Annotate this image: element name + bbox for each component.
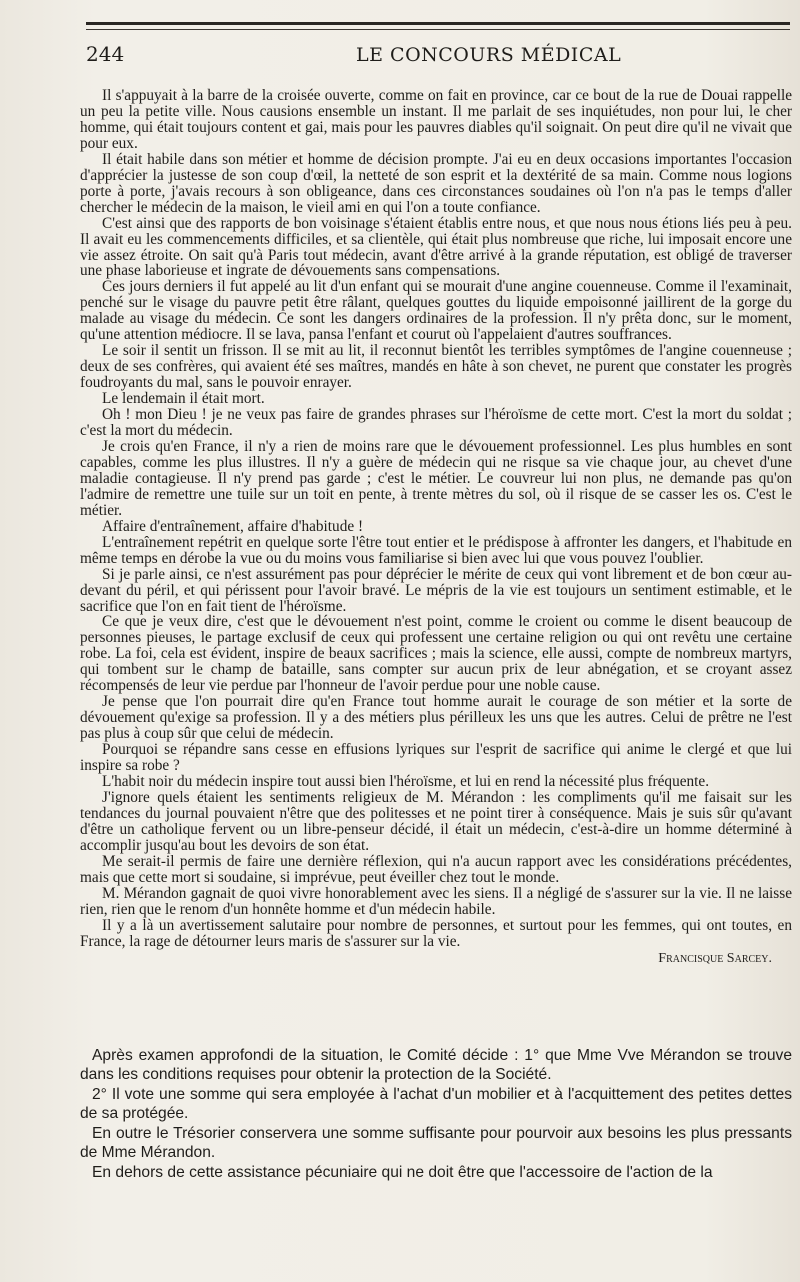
- article-paragraph: Pourquoi se répandre sans cesse en effusions lyriques sur l'esprit de sacrifice qui anime le clergé et que lui inspire sa robe ?: [80, 741, 792, 775]
- page-number: 244: [86, 42, 125, 66]
- article-paragraph: Ce que je veux dire, c'est que le dévouement n'est point, comme le croient ou comme le disent beaucoup de personnes pieuses, le partage exclusif de ceux qui professent une certaine religion ou qui ont revêtu une certaine robe. La foi, cela est évident, inspire de beaux sacrifices ; mais la science, elle aussi, compte de nombreux martyrs, qui tombent sur le champ de bataille, sans compter sur aucun prix de leur abnégation, et se croyant assez récompensés de leur vie perdue par l'honneur de l'avoir perdue pour une noble cause.: [80, 613, 792, 695]
- article-paragraph: Je pense que l'on pourrait dire qu'en France tout homme aurait le courage de son métier et la sorte de dévouement qu'exige sa profession. Il y a des métiers plus périlleux les uns que les autres. Celui de prêtre ne l'est pas plus à coup sûr que celui de médecin.: [80, 693, 792, 743]
- article-paragraph: Il s'appuyait à la barre de la croisée ouverte, comme on fait en province, car ce bout de la rue de Douai rappelle un peu la petite ville. Nous causions ensemble un instant. Il me parlait de ses inquiétudes, non pour lui, le cher homme, qui était toujours content et gai, mais pour les pauvres diables qu'il soignait. On peut dire qu'il ne vivait que pour eux.: [80, 87, 792, 152]
- author-signature: Francisque Sarcey.: [658, 951, 772, 967]
- article-paragraph: Me serait-il permis de faire une dernière réflexion, qui n'a aucun rapport avec les considérations précédentes, mais que cette mort si soudaine, si imprévue, peut éveiller chez tout le monde.: [80, 852, 792, 886]
- article-paragraph: Le lendemain il était mort.: [102, 390, 265, 408]
- journal-title: LE CONCOURS MÉDICAL: [356, 44, 622, 66]
- article-body: [80, 88, 792, 967]
- article-paragraph: Il était habile dans son métier et homme de décision prompte. J'ai eu en deux occasions importantes l'occasion d'apprécier la justesse de son coup d'œil, la netteté de son esprit et la dextérité de sa main. Comme nous logions porte à porte, j'avais recours à son obligeance, dans ces circonstances soudaines où l'on n'a pas le temps d'aller chercher le médecin de la maison, le vieil ami en qui l'on a toute confiance.: [80, 150, 792, 216]
- header-rule-thin: [86, 29, 790, 30]
- decision-paragraph: Après examen approfondi de la situation, le Comité décide : 1° que Mme Vve Mérandon se trouve dans les conditions requises pour obtenir la protection de la Société.: [80, 1047, 792, 1083]
- article-paragraph: Il y a là un avertissement salutaire pour nombre de personnes, et surtout pour les femmes, qui ont toutes, en France, la rage de détourner leurs maris de s'assurer sur la vie.: [80, 916, 792, 950]
- article-paragraph: Ces jours derniers il fut appelé au lit d'un enfant qui se mourait d'une angine couenneuse. Comme il l'examinait, penché sur le visage du pauvre petit être râlant, quelques gouttes du liquide empoisonné jaillirent de la gorge du malade au visage du médecin. Ce sont les dangers ordinaires de la profession. Il n'y prêta donc, sur le moment, qu'une attention médiocre. Il se lava, pansa l'enfant et courut où l'appelaient d'autres souffrances.: [80, 278, 792, 344]
- page-header: [86, 42, 790, 72]
- header-rule: [86, 22, 790, 25]
- article-paragraph: M. Mérandon gagnait de quoi vivre honorablement avec les siens. Il a négligé de s'assurer sur la vie. Il ne laisse rien, rien que le renom d'un honnête homme et d'un médecin habile.: [80, 884, 792, 918]
- article-paragraph: C'est ainsi que des rapports de bon voisinage s'étaient établis entre nous, et que nous nous étions liés peu à peu. Il avait eu les commencements difficiles, et sa clientèle, qui était plus nombreuse que riche, lui imposait encore une vie assez étroite. On sait qu'à Paris tout médecin, avant d'être arrivé à la grande réputation, est obligé de traverser une phase laborieuse et ingrate de dévouements sans compensations.: [80, 214, 792, 280]
- decision-paragraph: En outre le Trésorier conservera une somme suffisante pour pourvoir aux besoins les plus pressants de Mme Mérandon.: [80, 1125, 792, 1161]
- article-paragraph: J'ignore quels étaient les sentiments religieux de M. Mérandon : les compliments qu'il me faisait sur les tendances du journal pouvaient n'être que des politesses et ne point tirer à conséquence. Mais je suis sûr qu'avant d'être un catholique fervent ou un libre-penseur décidé, il était un médecin, c'est-à-dire un homme déterminé à accomplir jusqu'au bout les devoirs de son état.: [80, 788, 792, 854]
- committee-decision: [80, 1046, 792, 1182]
- decision-paragraph: 2° Il vote une somme qui sera employée à l'achat d'un mobilier et à l'acquittement des petites dettes de sa protégée.: [80, 1086, 792, 1122]
- article-paragraph: Je crois qu'en France, il n'y a rien de moins rare que le dévouement professionnel. Les plus humbles en sont capables, comme les plus illustres. Il n'y a guère de médecin qui ne risque sa vie chaque jour, au chevet d'une maladie contagieuse. Il n'y prend pas garde ; c'est le métier. Le couvreur lui non plus, ne demande pas qu'on l'admire de remettre une tuile sur un toit en pente, à trente mètres du sol, où il risque de se casser les os. C'est le métier.: [80, 437, 792, 519]
- article-paragraph: Le soir il sentit un frisson. Il se mit au lit, il reconnut bientôt les terribles symptômes de l'angine couenneuse ; deux de ses confrères, qui avaient été ses maîtres, mandés en hâte à son chevet, ne purent que constater les progrès foudroyants du mal, sans le pouvoir enrayer.: [80, 342, 792, 392]
- decision-paragraph: En dehors de cette assistance pécuniaire qui ne doit être que l'accessoire de l'action de la: [92, 1164, 713, 1181]
- article-paragraph: Affaire d'entraînement, affaire d'habitude !: [102, 517, 364, 535]
- article-paragraph: Si je parle ainsi, ce n'est assurément pas pour déprécier le mérite de ceux qui vont librement et de bon cœur au-devant du péril, et qui périssent pour l'avoir bravé. Le mépris de la vie est toujours un sentiment estimable, et le sacrifice que l'on en fait tient de l'héroïsme.: [80, 565, 792, 615]
- article-paragraph: L'habit noir du médecin inspire tout aussi bien l'héroïsme, et lui en rend la nécessité plus fréquente.: [102, 772, 710, 790]
- article-paragraph: L'entraînement repétrit en quelque sorte l'être tout entier et le prédispose à affronter les dangers, et l'habitude en même temps en dérobe la vue ou du moins vous familiarise si bien avec lui que vous pouvez l'oublier.: [80, 533, 792, 567]
- article-paragraph: Oh ! mon Dieu ! je ne veux pas faire de grandes phrases sur l'héroïsme de cette mort. C'est la mort du soldat ; c'est la mort du médecin.: [80, 406, 792, 440]
